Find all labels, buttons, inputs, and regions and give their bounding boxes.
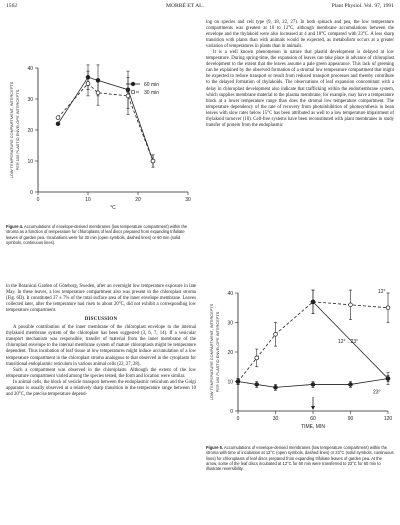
figure-4-caption-label: Figure 4.	[6, 224, 24, 229]
right-column-text	[206, 20, 394, 129]
data-point	[56, 122, 60, 126]
figure-4-chart	[6, 58, 196, 216]
data-point	[386, 377, 390, 381]
page-number: 1562	[6, 3, 18, 9]
series-label-23: 23°	[373, 389, 381, 396]
y-tick-label: 30	[227, 320, 233, 327]
data-point	[255, 383, 259, 387]
left-column-text	[6, 284, 196, 398]
figure-5-caption	[206, 445, 394, 471]
journal-citation: Plant Physiol. Vol. 97, 1991	[331, 3, 394, 9]
data-point	[349, 383, 353, 387]
figure-5-caption-text: Accumulations of envelope-derived membranes (low temperature compartment) within the stroma with time of incubation at 12°C (open symbols, dashed lines) or 23°C (solid symbols, continuous lines) for chloroplasts of leaf discs prepared from expanding trifoliate leaves of garden pea. At the arrow, some of the leaf discs incubated at 12°C for 60 min were transferred to 23°C for 60 min to illustrate reversibility.	[206, 445, 394, 472]
section-heading: DISCUSSION	[84, 317, 118, 323]
legend-marker	[131, 90, 135, 94]
paragraph: A possible contribution of the inner membrane of the chloroplast envelope to the internal thylakoid membrane system of the chloroplast has been suggested (3, 6, 7, 14). If a vesicular transport mechanism was responsible, transfer of material from the inner membrane of the chloroplast envelope to the internal membrane system of mature chloroplasts might be temperature dependent. Thus incubation of leaf tissue at low temperatures might induce accumulation of a low temperature compartment in the chloroplast stroma analogous to that observed in the cytoplasm for transitional endoplasmic reticulum in various animal cells (22, 27, 28).	[6, 325, 196, 367]
legend-label: 30 min	[144, 89, 160, 96]
series-line	[58, 84, 153, 162]
y-axis-label: LOW TEMPERATURE COMPARTMENT, INTERCEPTS	[209, 303, 214, 401]
paragraph: In animal cells, the block of vesicle transport between the endoplasmic reticulum and the Golgi apparatus is usually observed at a relatively sharp transition in the temperature range between 10 and 20°C, the precise temperature depend-	[6, 379, 196, 397]
figure-5-caption-label: Figure 5.	[206, 445, 224, 450]
data-point	[255, 356, 259, 360]
x-tick-label: 10	[85, 197, 91, 203]
data-point	[236, 380, 240, 384]
x-tick-label: 30	[272, 416, 279, 422]
x-tick-label: 60	[310, 416, 316, 422]
y-tick-label: 20	[27, 127, 33, 134]
series-label-12: 12°	[378, 289, 386, 295]
y-axis-label: PER 100 PLASTID ENVELOPE INTERCEPTS	[215, 311, 220, 393]
y-axis-label: PER 100 PLASTID ENVELOPE INTERCEPTS	[15, 89, 20, 171]
y-tick-label: 0	[30, 189, 33, 196]
x-axis-label: TIME, MIN	[301, 424, 325, 430]
y-tick-label: 40	[227, 290, 233, 297]
x-tick-label: 30	[185, 197, 191, 203]
y-tick-label: 10	[27, 158, 33, 165]
data-point	[96, 91, 100, 95]
data-point	[311, 383, 315, 387]
figure-4-caption-text: Accumulations of envelope-derived membranes (low temperature compartment) within the stroma as a function of temperature for chloroplasts of leaf discs prepared from expanding trifoliate leaves of garden pea. Incubations were for 30 min (open symbols, dashed lines) or 60 min (solid symbols, continuous lines).	[6, 224, 188, 245]
y-tick-label: 40	[27, 65, 33, 72]
legend-marker	[131, 82, 135, 86]
paragraph: ing on species and cell type (9, 18, 22, 27). In both spinach and pea, the low temperature compartments was greatest at 10 to 12°C, although membrane accumulations between the envelope and the thylakoid were also increased at 4 and 18°C compared with 23°C. A less sharp transition with plants than with animals would be expected, as metabolism occurs at a greater variation of temperatures in plants than in animals.	[206, 20, 394, 50]
data-point	[386, 306, 390, 310]
paragraph: Such a compartment was observed in the chloroplasts. Although the extent of the low temperature compartment varied among the species tested, the form and location were similar.	[6, 367, 196, 379]
data-point	[274, 332, 278, 336]
x-axis-label: °C	[110, 205, 116, 211]
paragraph: in the Botanical Garden of Göteborg, Sweden, after an overnight low temperature exposure in late May. In these leaves, a low temperature compartment also was present in the chloroplast stroma (Fig. 6D). It constituted 37 ± 7% of the total surface area of the inner envelope membrane. Leaves collected later, after the temperature had risen to about 20°C, did not exhibit a corresponding low temperature compartment.	[6, 284, 196, 314]
series-line	[58, 77, 153, 161]
data-point	[311, 300, 315, 304]
y-tick-label: 20	[227, 349, 233, 356]
figure-4-caption	[6, 224, 196, 245]
y-tick-label: 30	[27, 96, 33, 103]
y-tick-label: 10	[227, 379, 233, 386]
running-authors: MORRÉ ET AL.	[166, 3, 204, 9]
series-label-12-to-23: 12°→23°	[338, 339, 359, 346]
data-point	[349, 303, 353, 307]
data-point	[56, 116, 60, 120]
x-tick-label: 90	[347, 416, 354, 422]
y-tick-label: 0	[230, 408, 233, 415]
y-axis-label: LOW TEMPERATURE COMPARTMENT, INTERCEPTS	[9, 81, 14, 179]
paragraph: It is a well known phenomenon in nature that plastid development is delayed at low temperature. During spring-time, the expansion of leaves can take place in advance of chloroplast development to the extent that the leaves assume a pale green appearance. This lack of greening can be explained by the observed formation of a stromal low temperature compartment that might be expected to reduce transport or result from reduced transport processes and thereby contribute to the delayed formation of thylakoids. The observations of leaf expansion concomitant with a delay in chloroplast development also indicate that trafficking within the endomembrane system, which supplies membrane material to the plasma membrane, for example, may have a temperature block at a lower temperature range than does the stromal low temperature compartment. The temperature dependency of the rate of recovery from photoinhibition of photosynthesis in bean leaves with slow rates below 15°C has been attributed as well to a low temperature impairment of thylakoid turnover (10). Cell-free systems have been reconstituted with plant membranes to study transfer of protein from the endoplasmic	[206, 50, 394, 128]
x-tick-label: 0	[236, 416, 240, 422]
x-tick-label: 20	[135, 197, 141, 203]
data-point	[151, 159, 155, 163]
data-point	[126, 94, 130, 98]
x-tick-label: 120	[383, 416, 393, 422]
figure-5-chart	[206, 283, 394, 439]
legend-label: 60 min	[144, 81, 160, 88]
data-point	[274, 386, 278, 390]
page-header	[6, 3, 394, 13]
arrow-head	[311, 406, 315, 410]
data-point	[86, 82, 90, 86]
x-tick-label: 0	[36, 197, 40, 203]
